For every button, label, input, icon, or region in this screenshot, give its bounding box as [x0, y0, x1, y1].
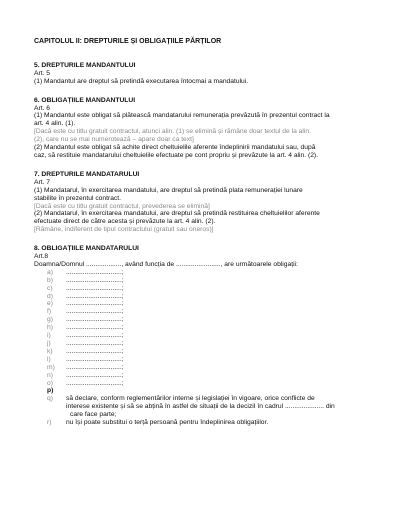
list-item — [34, 324, 380, 332]
list-item-text: ..............................; — [66, 300, 124, 308]
list-item-text: ..............................; — [66, 355, 124, 363]
list-item-label: e) — [47, 300, 53, 308]
list-item-label: h) — [47, 324, 53, 332]
list-item-q — [34, 395, 380, 419]
section-6-paragraph-2a: (2) Mandantul este obligat să achite direct cheltuielile aferente îndeplinirii mandatului sau, după — [34, 144, 316, 152]
obligations-list — [34, 269, 380, 427]
section-7-note-1: [Dacă este cu titlu gratuit contractul, prevederea se elimină] — [34, 202, 210, 210]
list-item — [34, 340, 380, 348]
list-item — [34, 380, 380, 388]
list-item — [34, 300, 380, 308]
section-7-heading: 7. DREPTURILE MANDATARULUI — [34, 170, 140, 178]
list-item-text: ..............................; — [66, 332, 124, 340]
section-6-article: Art. 6 — [34, 104, 50, 112]
section-6-note-2: (2), care nu se mai numerotează – apare doar ca text] — [34, 136, 194, 144]
list-item-label: p) — [47, 387, 54, 395]
list-item-text: ..............................; — [66, 284, 124, 292]
section-6-heading: 6. OBLIGAȚIILE MANDANTULUI — [34, 96, 136, 104]
list-item-label: a) — [47, 268, 53, 276]
section-8-article: Art.8 — [34, 253, 49, 261]
list-item-label: q) — [47, 395, 53, 403]
list-item-label: l) — [47, 355, 51, 363]
list-item-text: ..............................; — [66, 324, 124, 332]
list-item-text: ..............................; — [66, 316, 124, 324]
list-item-text: ..............................; — [66, 347, 124, 355]
spacer — [34, 234, 380, 245]
list-item-text — [66, 395, 371, 419]
list-item-label: d) — [47, 292, 53, 300]
spacer — [34, 86, 380, 97]
list-item — [34, 356, 380, 364]
list-item-text: ..............................; — [66, 276, 124, 284]
list-item — [34, 372, 380, 380]
list-item — [34, 277, 380, 285]
list-item-text: ..............................; — [66, 363, 124, 371]
list-item-label: o) — [47, 379, 53, 387]
list-item-label: c) — [47, 284, 53, 292]
list-item-text: ..............................; — [66, 292, 124, 300]
list-item-label: g) — [47, 316, 53, 324]
list-item-label: n) — [47, 371, 53, 379]
section-7-paragraph-1a: (1) Mandatarul, în exercitarea mandatului, are dreptul să pretindă plata remunerației lunare — [34, 186, 303, 194]
list-item — [34, 293, 380, 301]
section-6-paragraph-1a: (1) Mandantul este obligat să plătească mandatarului remunerația prevăzută în prezentul contract la — [34, 112, 330, 120]
list-item — [34, 308, 380, 316]
list-item-text: ..............................; — [66, 371, 124, 379]
section-7-note-2: [Rămâne, indiferent de tipul contractului (gratuit sau oneros)] — [34, 226, 214, 234]
list-item-r — [34, 419, 380, 427]
section-6-note-1: [Dacă este cu titlu gratuit contractul, atunci alin. (1) se elimină și rămâne doar textul de la alin. — [34, 128, 311, 136]
list-item-text: nu își poate substitui o terță persoană pentru îndeplinirea obligațiilor. — [66, 419, 269, 427]
list-item-label: k) — [47, 347, 53, 355]
list-item — [34, 269, 380, 277]
list-item — [34, 348, 380, 356]
list-item-label: b) — [47, 276, 53, 284]
section-5-heading: 5. DREPTURILE MANDANTULUI — [34, 61, 136, 69]
list-item-q-line-3: care face parte; — [70, 411, 117, 419]
section-7-paragraph-2b: efectuate direct de către acesta și prevăzute la art. 4 alin. (2). — [34, 218, 216, 226]
list-item — [34, 387, 380, 395]
list-item-label: i) — [47, 332, 51, 340]
section-7-article: Art. 7 — [34, 178, 50, 186]
list-item-text: ..............................; — [66, 268, 124, 276]
list-item — [34, 332, 380, 340]
list-item — [34, 285, 380, 293]
list-item-text: ..............................; — [66, 308, 124, 316]
list-item — [34, 364, 380, 372]
list-item-label: r) — [47, 419, 52, 427]
list-item-q-line-2: interese existente și să se abțină în astfel de situații de la deciziI în cadrul ..................... din — [66, 403, 335, 411]
list-item-label: j) — [47, 340, 51, 347]
spacer — [34, 160, 380, 171]
section-6-paragraph-2b: caz, să restituie mandatarului cheltuielile efectuate pe cont propriu și prevăzute la art. 4 alin. (2). — [34, 151, 318, 159]
list-item-label: f) — [47, 308, 52, 316]
list-item-text: ..............................; — [66, 379, 124, 387]
section-7-paragraph-1b: stabilite în prezentul contract. — [34, 194, 121, 202]
section-5-article: Art. 5 — [34, 69, 50, 77]
list-item-text: ..............................; — [66, 340, 124, 347]
section-8-intro: Doamna/Domnul ..................., având funcția de ........................, are următoarele obligații: — [34, 260, 298, 268]
list-item-label: m) — [47, 363, 55, 371]
section-6-paragraph-1b: art. 4 alin. (1). — [34, 120, 76, 128]
chapter-title: CAPITOLUL II: DREPTURILE ȘI OBLIGAȚIILE PĂRȚILOR — [34, 38, 222, 45]
document-page — [34, 38, 380, 427]
section-7-paragraph-2a: (2) Mandatarul, în exercitarea mandatului, are dreptul să pretindă restituirea cheltuielilor aferente — [34, 210, 320, 218]
list-item — [34, 316, 380, 324]
section-5-paragraph-1: (1) Mandantul are dreptul să pretindă executarea întocmai a mandatului. — [34, 77, 249, 85]
section-8-heading: 8. OBLIGAȚIILE MANDATARULUI — [34, 245, 139, 253]
list-item-q-line-1: să declare, conform reglementărilor interne și legislației în vigoare, orice conflicte de — [66, 395, 315, 403]
